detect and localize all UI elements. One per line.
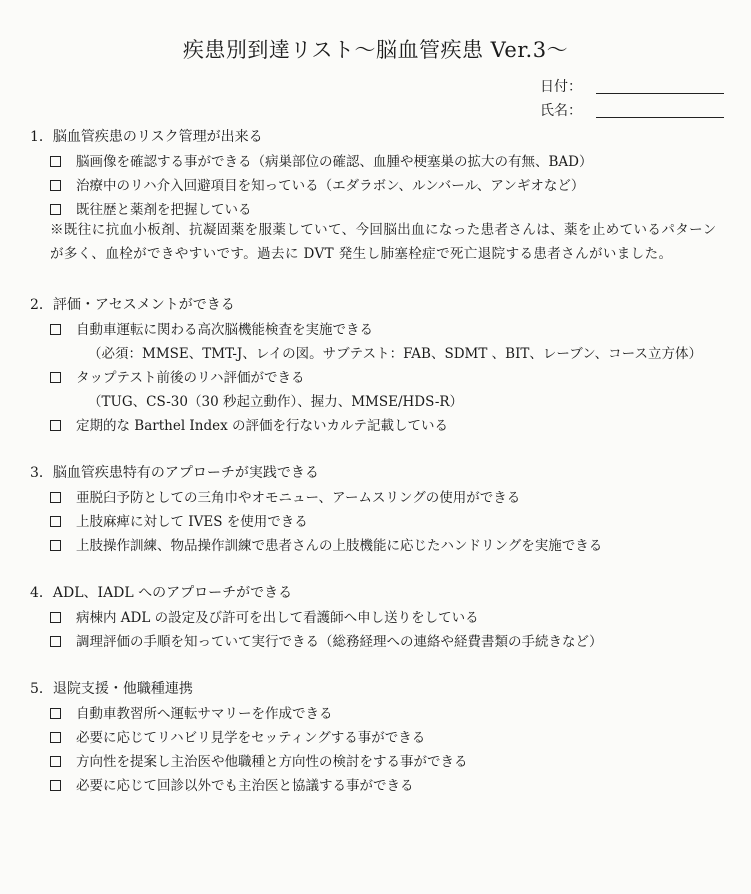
name-line[interactable] xyxy=(596,117,724,118)
item-text: 亜脱臼予防としての三角巾やオモニュー、アームスリングの使用ができる xyxy=(76,490,521,506)
checkbox[interactable] xyxy=(50,492,61,503)
section-2-title: 2．評価・アセスメントができる xyxy=(30,297,235,313)
section-5-title: 5．退院支援・他職種連携 xyxy=(30,681,193,697)
checklist-item xyxy=(50,198,252,218)
date-line[interactable] xyxy=(596,93,724,94)
checklist-item xyxy=(50,750,468,770)
checklist-item xyxy=(50,534,602,554)
item-text: 上肢麻痺に対して IVES を使用できる xyxy=(76,514,308,530)
date-field xyxy=(540,76,582,96)
checklist-item xyxy=(50,174,584,194)
item-text: 方向性を提案し主治医や他職種と方向性の検討をする事ができる xyxy=(76,754,468,770)
name-field xyxy=(540,100,582,120)
checkbox[interactable] xyxy=(50,180,61,191)
section-3-title: 3．脳血管疾患特有のアプローチが実践できる xyxy=(30,465,319,481)
checkbox[interactable] xyxy=(50,756,61,767)
checklist-item xyxy=(50,366,305,386)
checkbox[interactable] xyxy=(50,612,61,623)
item-text: 既往歴と薬剤を把握している xyxy=(76,202,252,218)
checkbox[interactable] xyxy=(50,204,61,215)
checklist-item xyxy=(50,702,333,722)
section-4-title: 4．ADL、IADL へのアプローチができる xyxy=(30,585,293,601)
checkbox[interactable] xyxy=(50,780,61,791)
checklist-item xyxy=(50,726,425,746)
note-text: ※既往に抗血小板剤、抗凝固薬を服薬していて、今回脳出血になった患者さんは、薬を止めているパターンが多く、血栓ができやすいです。過去に DVT 発生し肺塞栓症で死亡退院する患者さんがいました。 xyxy=(50,222,717,262)
item-text: 必要に応じて回診以外でも主治医と協議する事ができる xyxy=(76,778,414,794)
item-text: タップテスト前後のリハ評価ができる xyxy=(76,370,305,386)
checklist-item xyxy=(50,150,593,170)
date-label: 日付： xyxy=(540,79,582,95)
checkbox[interactable] xyxy=(50,324,61,335)
item-detail: （必須：MMSE、TMT-J、レイの図。サブテスト：FAB、SDMT 、BIT、レーブン、コース立方体） xyxy=(88,346,702,362)
item-text: 調理評価の手順を知っていて実行できる（総務経理への連絡や経費書類の手続きなど） xyxy=(76,634,603,650)
checklist-item xyxy=(50,774,414,794)
item-text: 治療中のリハ介入回避項目を知っている（エダラボン、ルンバール、アンギオなど） xyxy=(76,178,585,194)
item-text: 定期的な Barthel Index の評価を行ないカルテ記載している xyxy=(76,418,448,434)
item-text: 上肢操作訓練、物品操作訓練で患者さんの上肢機能に応じたハンドリングを実施できる xyxy=(76,538,603,554)
item-text: 脳画像を確認する事ができる（病巣部位の確認、血腫や梗塞巣の拡大の有無、BAD） xyxy=(76,154,593,170)
checkbox[interactable] xyxy=(50,372,61,383)
checklist-item xyxy=(50,630,603,650)
checkbox[interactable] xyxy=(50,636,61,647)
item-text: 自動車教習所へ運転サマリーを作成できる xyxy=(76,706,333,722)
checklist-item xyxy=(50,414,448,434)
checklist-item xyxy=(50,486,520,506)
name-label: 氏名： xyxy=(540,103,582,119)
checkbox[interactable] xyxy=(50,708,61,719)
page-title: 疾患別到達リスト〜脳血管疾患 Ver.3〜 xyxy=(182,38,569,62)
checkbox[interactable] xyxy=(50,540,61,551)
item-text: 病棟内 ADL の設定及び許可を出して看護師へ申し送りをしている xyxy=(76,610,479,626)
item-text: 必要に応じてリハビリ見学をセッティングする事ができる xyxy=(76,730,426,746)
checkbox[interactable] xyxy=(50,420,61,431)
item-text: 自動車運転に関わる高次脳機能検査を実施できる xyxy=(76,322,373,338)
item-detail: （TUG、CS-30（30 秒起立動作）、握力、MMSE/HDS-R） xyxy=(88,394,464,410)
checklist-item xyxy=(50,510,308,530)
checklist-item xyxy=(50,318,373,338)
checklist-item xyxy=(50,606,479,626)
section-1-title: 1．脳血管疾患のリスク管理が出来る xyxy=(30,129,263,145)
checkbox[interactable] xyxy=(50,516,61,527)
checkbox[interactable] xyxy=(50,156,61,167)
checkbox[interactable] xyxy=(50,732,61,743)
